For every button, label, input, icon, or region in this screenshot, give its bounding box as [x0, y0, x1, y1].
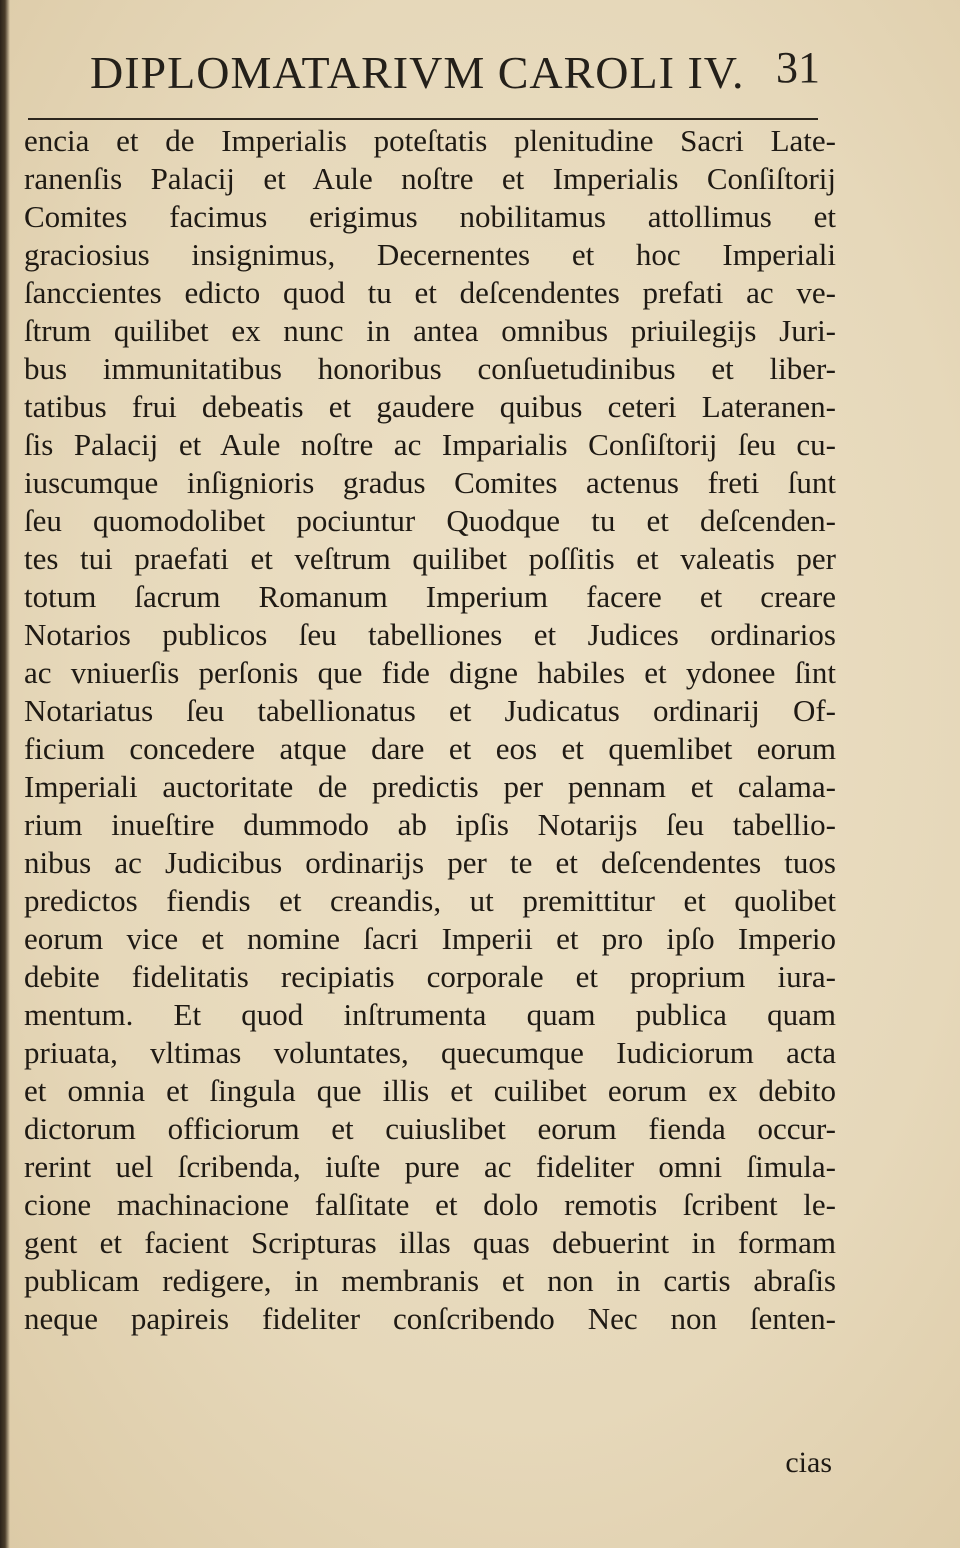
text-line: cione machinacione falſitate et dolo remotis ſcribent le- — [24, 1187, 836, 1222]
page-number: 31 — [776, 43, 820, 92]
text-line: dictorum officiorum et cuiuslibet eorum fienda occur- — [24, 1111, 836, 1146]
text-line: ſtrum quilibet ex nunc in antea omnibus priuilegijs Juri- — [24, 313, 836, 348]
running-title: DIPLOMATARIVM CAROLI IV. — [90, 47, 745, 98]
text-line: ſeu quomodolibet pociuntur Quodque tu et deſcenden- — [24, 503, 836, 538]
text-line: predictos fiendis et creandis, ut premittitur et quolibet — [24, 883, 836, 918]
header-rule — [28, 118, 818, 120]
text-line: debite fidelitatis recipiatis corporale et proprium iura- — [24, 959, 836, 994]
text-line: neque papireis fideliter conſcribendo Nec non ſenten- — [24, 1301, 836, 1336]
text-line: gent et facient Scripturas illas quas debuerint in formam — [24, 1225, 836, 1260]
text-line: rerint uel ſcribenda, iuſte pure ac fideliter omni ſimula- — [24, 1149, 836, 1184]
text-line: tes tui praefati et veſtrum quilibet poſſitis et valeatis per — [24, 541, 836, 576]
text-line: bus immunitatibus honoribus conſuetudinibus et liber- — [24, 351, 836, 386]
text-line: nibus ac Judicibus ordinarijs per te et deſcendentes tuos — [24, 845, 836, 880]
text-line: ſanccientes edicto quod tu et deſcendentes prefati ac ve- — [24, 275, 836, 310]
text-line: Notarios publicos ſeu tabelliones et Judices ordinarios — [24, 617, 836, 652]
body-text — [24, 122, 836, 1490]
text-line: ranenſis Palacij et Aule noſtre et Imperialis Conſiſtorij — [24, 161, 836, 196]
text-line: priuata, vltimas voluntates, quecumque Iudiciorum acta — [24, 1035, 836, 1070]
text-line: ac vniuerſis perſonis que fide digne habiles et ydonee ſint — [24, 655, 836, 690]
catchword: cias — [785, 1446, 832, 1479]
text-line: totum ſacrum Romanum Imperium facere et creare — [24, 579, 836, 614]
text-line: et omnia et ſingula que illis et cuilibet eorum ex debito — [24, 1073, 836, 1108]
text-line: ficium concedere atque dare et eos et quemlibet eorum — [24, 731, 836, 766]
text-line: iuscumque inſignioris gradus Comites actenus freti ſunt — [24, 465, 836, 500]
text-line: Notariatus ſeu tabellionatus et Judicatus ordinarij Of- — [24, 693, 836, 728]
running-head — [90, 38, 820, 108]
text-line: graciosius insignimus, Decernentes et hoc Imperiali — [24, 237, 836, 272]
text-line: mentum. Et quod inſtrumenta quam publica quam — [24, 997, 836, 1032]
text-line: encia et de Imperialis poteſtatis plenitudine Sacri Late- — [24, 123, 836, 158]
text-line: tatibus frui debeatis et gaudere quibus ceteri Lateranen- — [24, 389, 836, 424]
text-line: rium inueſtire dummodo ab ipſis Notarijs ſeu tabellio- — [24, 807, 836, 842]
text-line: publicam redigere, in membranis et non in cartis abraſis — [24, 1263, 836, 1298]
text-line: Comites facimus erigimus nobilitamus attollimus et — [24, 199, 836, 234]
text-line: Imperiali auctoritate de predictis per pennam et calama- — [24, 769, 836, 804]
book-spine-shadow — [0, 0, 10, 1548]
text-line: eorum vice et nomine ſacri Imperii et pro ipſo Imperio — [24, 921, 836, 956]
text-line: ſis Palacij et Aule noſtre ac Imparialis Conſiſtorij ſeu cu- — [24, 427, 836, 462]
